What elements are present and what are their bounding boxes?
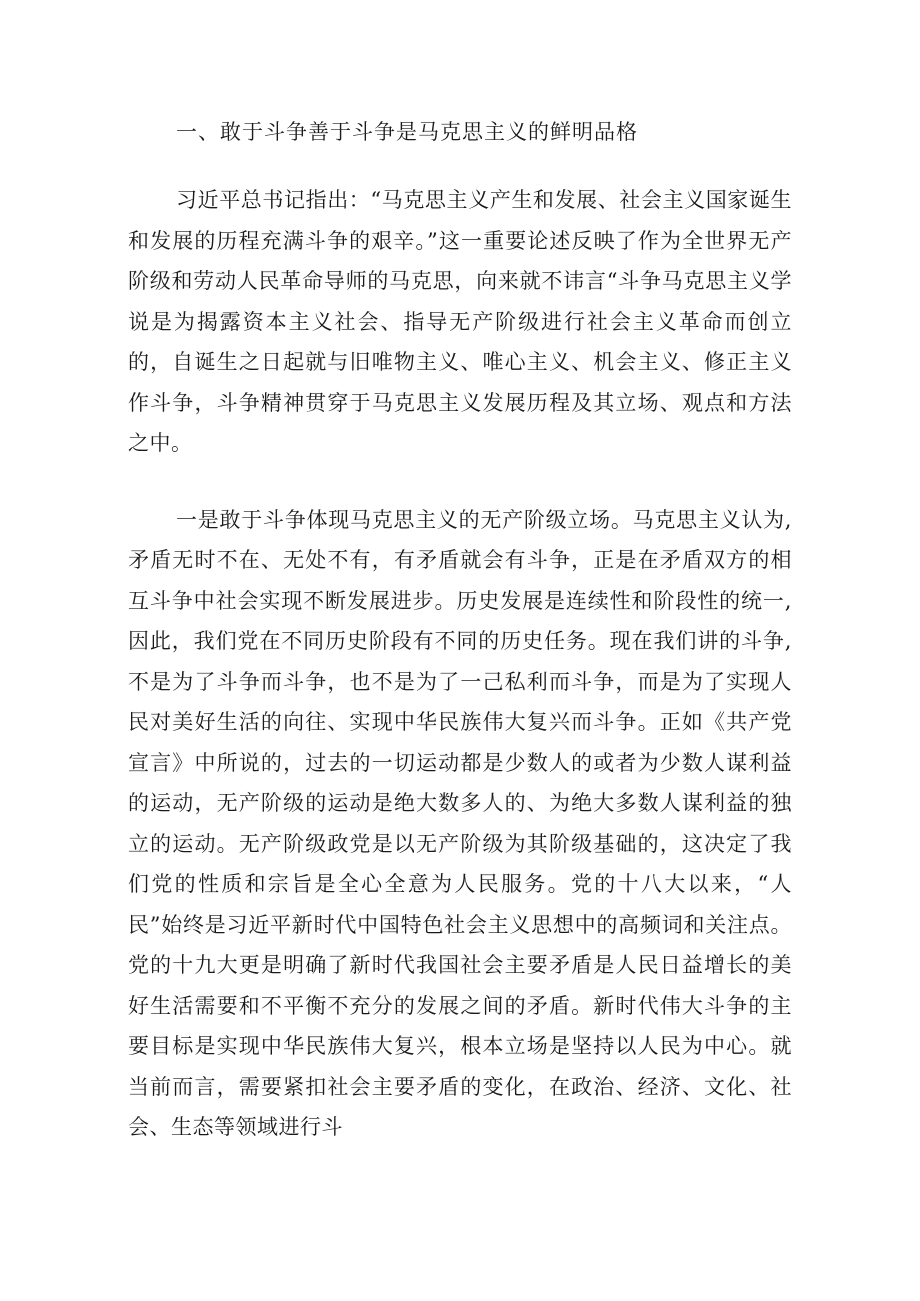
document-body bbox=[128, 112, 792, 1148]
paragraph-proletarian-stance: 一是敢于斗争体现马克思主义的无产阶级立场。马克思主义认为,矛盾无时不在、无处不有，有矛盾就会有斗争，正是在矛盾双方的相互斗争中社会实现不断发展进步。历史发展是连续性和阶段性的统一,因此，我们党在不同历史阶段有不同的历史任务。现在我们讲的斗争,不是为了斗争而斗争，也不是为了一己私利而斗争，而是为了实现人民对美好生活的向往、实现中华民族伟大复兴而斗争。正如《共产党宣言》中所说的，过去的一切运动都是少数人的或者为少数人谋利益的运动，无产阶级的运动是绝大数多人的、为绝大多数人谋利益的独立的运动。无产阶级政党是以无产阶级为其阶级基础的，这决定了我们党的性质和宗旨是全心全意为人民服务。党的十八大以来，“人民”始终是习近平新时代中国特色社会主义思想中的高频词和关注点。党的十九大更是明确了新时代我国社会主要矛盾是人民日益增长的美好生活需要和不平衡不充分的发展之间的矛盾。新时代伟大斗争的主要目标是实现中华民族伟大复兴，根本立场是坚持以人民为中心。就当前而言，需要紧扣社会主要矛盾的变化，在政治、经济、文化、社会、生态等领域进行斗 bbox=[128, 507, 792, 1139]
paragraph-intro: 习近平总书记指出：“马克思主义产生和发展、社会主义国家诞生和发展的历程充满斗争的艰辛。”这一重要论述反映了作为全世界无产阶级和劳动人民革命导师的马克思，向来就不讳言“斗争马克思主义学说是为揭露资本主义社会、指导无产阶级进行社会主义革命而创立的，自诞生之日起就与旧唯物主义、唯心主义、机会主义、修正主义作斗争，斗争精神贯穿于马克思主义发展历程及其立场、观点和方法之中。 bbox=[128, 188, 792, 455]
section-heading: 一、敢于斗争善于斗争是马克思主义的鲜明品格 bbox=[176, 120, 638, 144]
